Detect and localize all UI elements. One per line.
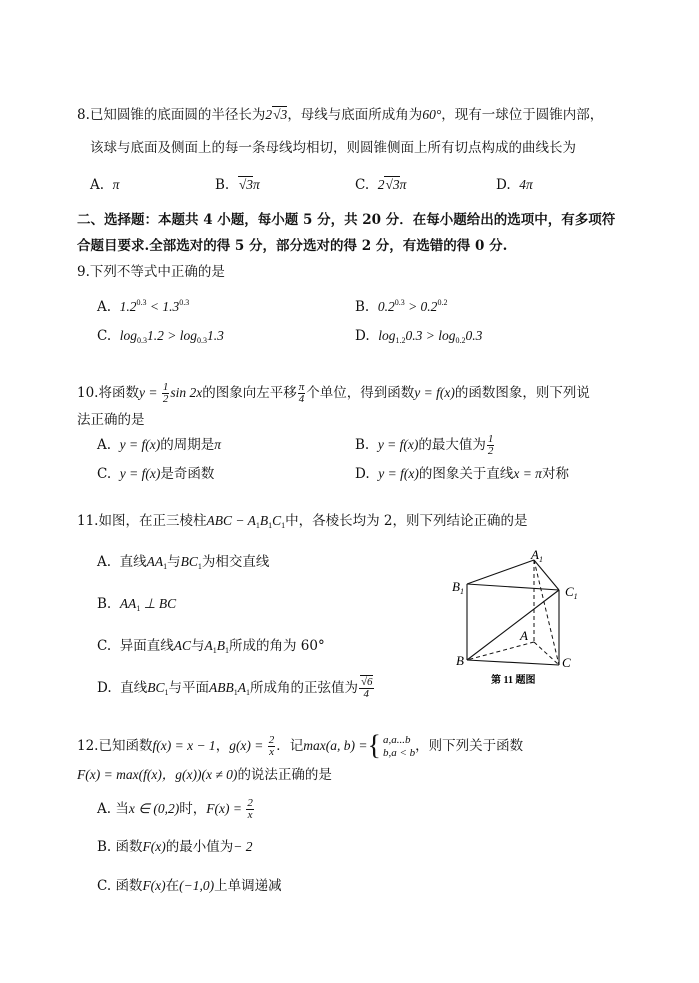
option-letter: C. [97,328,112,344]
option-letter: A. [97,299,112,315]
option-text: 异面直线 [119,638,174,654]
option-value: $\log_{0.3}1.2 > \log_{0.3}1.3$ [119,328,224,345]
option-value: 2√3π [377,177,407,192]
option-text: 为相交直线 [201,554,270,570]
option-text: 在 [165,878,180,894]
option-letter: B. [355,437,370,453]
option-text: 与 [191,638,205,654]
q10-text: 10.将函数 [77,385,139,401]
option-letter: C. [97,638,112,654]
q12-text: ．记 [276,738,304,754]
option-letter: A. [97,437,112,453]
q12-text: ，则下列关于函数 [415,738,524,754]
option-math: π [214,437,221,452]
label-a1: $A_1$ [531,548,543,564]
q8-option-b[interactable] [215,176,260,194]
q12-text: ， [215,738,230,754]
q11-option-b[interactable] [97,595,176,618]
q12-f: f(x) = x − 1 [152,738,216,753]
q11-option-c[interactable] [97,637,325,660]
case-1: a,a...b [382,733,411,746]
q11-prism: ABC − $A_1B_1C_1$ [206,513,286,530]
option-math: y = f(x) [119,466,161,481]
section2-line2: 合题目要求.全部选对的得 5 分，部分选对的得 2 分，有选错的得 0 分. [77,238,508,254]
q9-option-b[interactable] [355,294,447,316]
option-value: √3π [238,177,260,192]
option-math: $A_1B_1$ [204,638,229,655]
q10-option-b[interactable] [355,432,495,458]
option-letter: B. [215,177,230,193]
q8-radius: 2√3 [265,107,288,122]
option-letter: B. [355,299,370,315]
option-math: $ABB_1A_1$ [209,680,250,697]
option-text: 的最大值为 [418,437,486,453]
q8-text: ，母线与底面所成角为 [287,107,423,123]
option-value: $1.2^{0.3} < 1.3^{0.3}$ [119,298,190,314]
q10-option-a[interactable] [97,436,221,454]
option-math: x ∈ (0,2) [128,801,180,816]
option-letter: A. [97,554,112,570]
option-math: $AA_1$ [146,554,168,571]
q12-option-a[interactable] [97,795,255,823]
option-math: F(x) [142,839,166,854]
option-math: F(x) = $\frac{2}{x}$ [206,797,253,822]
q12-text: 的说法正确的是 [237,767,332,783]
q12-stem-line1 [77,728,523,764]
label-c1: $C_1$ [565,584,578,601]
q8-text: 8.已知圆锥的底面圆的半径长为 [77,107,266,123]
q9-option-a[interactable] [97,294,189,316]
option-letter: B. [97,839,112,855]
q12-option-c[interactable] [97,877,282,895]
label-a: A [520,628,528,643]
label-b1: $B_1$ [452,579,464,596]
option-letter: D. [355,466,370,482]
option-text: 函数 [115,839,143,855]
q8-option-a[interactable] [90,176,119,194]
edge-a-c [534,642,559,665]
option-text: 与 [167,554,181,570]
section2-line1: 二、选择题：本题共 4 小题，每小题 5 分，共 20 分．在每小题给出的选项中，有多项符 [77,212,616,228]
q8-line2 [90,139,576,157]
option-letter: D. [355,328,370,344]
edge-a-b [467,642,534,660]
q10-fx: y = f(x) [414,385,455,400]
option-math: y = f(x) [378,466,419,481]
option-text: 直线 [120,680,148,696]
q8-option-c[interactable] [355,176,406,194]
option-value: $\log_{1.2}0.3 > \log_{0.2}0.3$ [378,328,483,345]
option-letter: A. [97,801,112,817]
option-math: y = f(x) [119,437,161,452]
option-fraction: $\frac{1}{2}$ [487,433,494,457]
option-value: 4π [519,177,533,192]
edge-b1-c1 [467,584,559,590]
q8-angle: 60° [422,107,442,122]
option-math: (−1,0) [179,878,215,893]
q12-F: F(x) = max(f(x)，g(x))(x ≠ 0) [77,767,238,782]
option-letter: C. [97,466,112,482]
q11-text: 11.如图，在正三棱柱 [77,513,207,529]
option-letter: D. [97,680,112,696]
figure-caption: 第 11 题图 [491,675,536,686]
q12-max: max(a, b) = [303,738,368,753]
q11-option-d[interactable] [97,674,375,707]
option-math: x = π [513,466,542,481]
option-value: π [112,177,120,192]
option-letter: D. [496,177,511,193]
q10-shift: $\frac{\pi}{4}$ [298,381,305,406]
q11-stem [77,512,528,535]
q12-stem-line2 [77,766,332,784]
edge-b-c1 [467,590,559,660]
q8-text: ，现有一球位于圆锥内部， [441,107,604,123]
label-c: C [562,655,571,670]
prism-figure [448,548,598,688]
q8-line1 [77,106,603,124]
q10-text: 的图象向左平移 [202,385,297,401]
q10-option-d[interactable] [355,465,569,483]
option-value: $0.2^{0.3} > 0.2^{0.2}$ [377,298,448,314]
option-text: 对称 [541,466,569,482]
brace-icon: { [367,730,381,762]
option-text: 与平面 [168,680,209,696]
q9-option-d[interactable] [355,327,482,350]
q10-text: 个单位，得到函数 [306,385,415,401]
option-text: 直线 [119,554,147,570]
option-letter: B. [97,596,112,612]
q10-option-c[interactable] [97,465,214,483]
option-math: AC [173,638,191,653]
option-math: F(x) [142,878,166,893]
q12-option-b[interactable] [97,838,253,856]
option-text: 是奇函数 [160,466,215,482]
q10-stem-line2: 法正确的是 [77,412,145,428]
q11-text: 中，各棱长均为 2，则下列结论正确的是 [285,513,528,529]
option-text: 所成的角为 60° [229,638,325,654]
option-math: − 2 [233,839,253,854]
q8-text: 该球与底面及侧面上的每一条母线均相切，则圆锥侧面上所有切点构成的曲线长为 [90,140,576,156]
q12-cases [383,734,415,760]
option-fraction: $\frac{√6}{4}$ [361,676,373,700]
option-text: 上单调递减 [214,878,282,894]
option-math: y = f(x) [377,437,419,452]
q12-g: g(x) = $\frac{2}{x}$ [229,734,275,759]
q10-text: 的函数图象，则下列说 [454,385,590,401]
option-text: 的图象关于直线 [418,466,514,482]
q8-option-d[interactable] [496,176,533,194]
edge-b-c [467,660,559,665]
q12-text: 12.已知函数 [77,738,153,754]
option-math: $AA_1$ ⊥ BC [119,596,177,613]
option-text: 所成角的正弦值为 [250,680,358,696]
option-math: $BC_1$ [180,554,202,571]
q11-option-a[interactable] [97,553,269,576]
option-text: 的周期是 [160,437,215,453]
q9-stem: 9.下列不等式中正确的是 [77,264,225,280]
option-letter: C. [97,878,112,894]
label-b: B [456,653,464,668]
option-text: 当 [115,801,129,817]
q9-option-c[interactable] [97,327,224,350]
option-text: 函数 [115,878,143,894]
q10-stem-line1 [77,380,590,406]
option-math: $BC_1$ [147,680,169,697]
case-2: b,a < b [382,746,416,759]
q10-function: y = $\frac{1}{2}$ sin 2x [138,381,203,406]
option-text: 的最小值为 [165,839,234,855]
option-text: 时， [179,801,207,817]
option-letter: C. [355,177,370,193]
option-letter: A. [90,177,105,193]
edge-a1-b1 [467,560,534,584]
